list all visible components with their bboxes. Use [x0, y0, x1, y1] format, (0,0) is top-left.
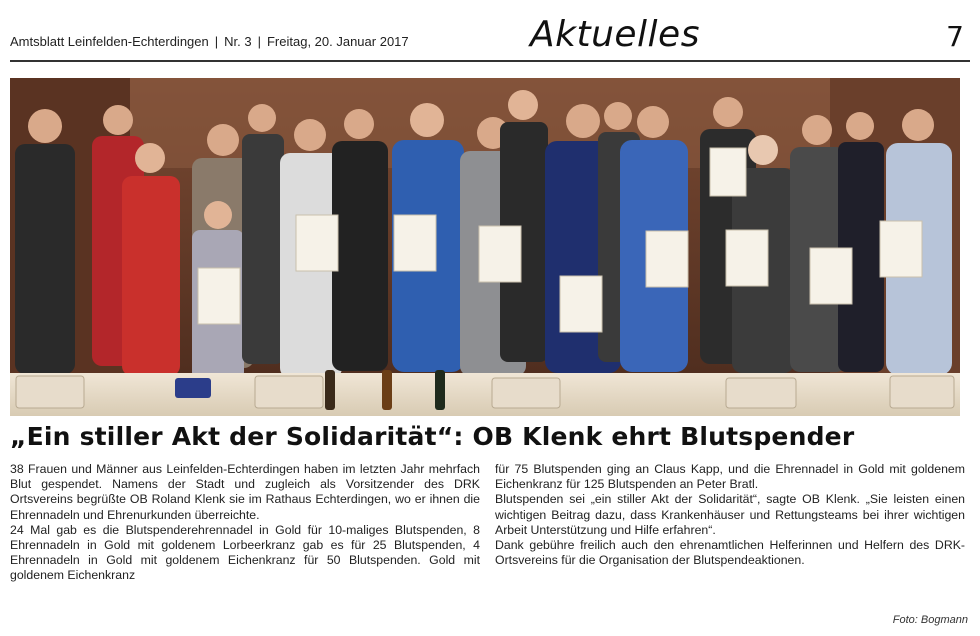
masthead-rule [10, 60, 970, 62]
paragraph: 38 Frauen und Männer aus Leinfelden-Echterdingen haben im letzten Jahr mehrfach Blut gespendet. Namens der Stadt und zugleich als Vorsitzender des DRK Ortsvereins begrüßte OB Roland Klenk sie im Rathaus Echterdingen, wo er ihnen die Ehrennadeln und Ehrenurkunden überreichte. [10, 462, 480, 522]
paragraph: Dank gebühre freilich auch den ehrenamtlichen Helferinnen und Helfern des DRK-Ortsvereins für die Organisation der Blutspendeaktionen. [495, 538, 965, 568]
section-title: Aktuelles [530, 14, 700, 55]
paragraph: Blutspenden sei „ein stiller Akt der Solidarität“, sagte OB Klenk. „Sie leisten einen wichtigen Beitrag dazu, dass Krankenhäuser und Rettungsteams bei ihrer wichtigen Arbeit Unterstützung und Hilfe erfahren“. [495, 492, 965, 537]
issue-date: Freitag, 20. Januar 2017 [266, 34, 409, 49]
separator: | [257, 34, 261, 49]
paragraph: für 75 Blutspenden ging an Claus Kapp, und die Ehrennadel in Gold mit goldenem Eichenkranz für 125 Blutspenden an Peter Bratl. [495, 462, 965, 492]
masthead [10, 14, 970, 58]
publication-name: Amtsblatt Leinfelden-Echterdingen [10, 34, 209, 49]
photo-credit: Foto: Bogmann [892, 614, 968, 626]
article-headline: „Ein stiller Akt der Solidarität“: OB Klenk ehrt Blutspender [10, 422, 855, 451]
reception-table [10, 373, 960, 416]
issue-number: Nr. 3 [224, 34, 252, 49]
separator: | [214, 34, 219, 49]
article-column-left [10, 462, 480, 584]
masthead-info [10, 34, 409, 49]
page-number: 7 [946, 20, 964, 53]
paragraph: 24 Mal gab es die Blutspenderehrennadel in Gold für 10-maliges Blutspenden, 8 Ehrennadeln in Gold mit goldenem Lorbeerkranz gab es für 25 Blutspenden, 4 Ehrennadeln in Gold mit goldenem Eichenkranz für 50 Blutspenden. Gold mit goldenem Eichenkranz [10, 522, 480, 583]
article-column-right [495, 462, 965, 568]
group-photo [10, 78, 960, 416]
article-body [10, 462, 965, 632]
